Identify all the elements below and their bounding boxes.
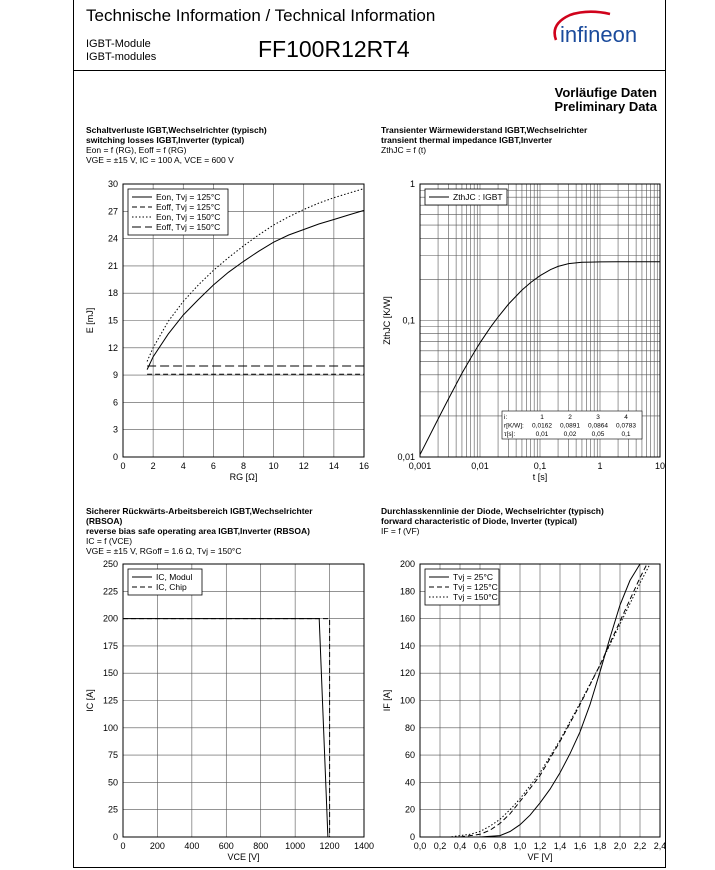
- y-tick-label: 27: [107, 206, 118, 217]
- x-axis-label: t [s]: [532, 472, 548, 482]
- chart4-title-de: Durchlasskennlinie der Diode, Wechselrichter (typisch): [381, 506, 604, 516]
- y-tick-label: 0,01: [397, 452, 415, 462]
- x-tick-label: 2,0: [613, 841, 627, 851]
- x-tick-label: 0: [120, 461, 126, 471]
- x-tick-label: 400: [184, 841, 200, 851]
- y-tick-label: 0: [112, 452, 118, 462]
- module-type-en: IGBT-modules: [86, 51, 157, 63]
- y-tick-label: 1: [409, 179, 415, 189]
- chart3-title-de: Sicherer Rückwärts-Arbeitsbereich IGBT,Wechselrichter: [86, 506, 313, 516]
- rc-table-header: r[K/W]:: [504, 422, 524, 430]
- x-tick-label: 1400: [353, 841, 375, 851]
- y-tick-label: 80: [404, 722, 415, 733]
- x-tick-label: 8: [240, 461, 247, 471]
- chart4-title-en: forward characteristic of Diode, Inverter (typical): [381, 516, 578, 526]
- y-tick-label: 40: [404, 777, 415, 788]
- legend-label: Eon, Tvj = 150°C: [156, 212, 221, 222]
- chart1-conditions: VGE = ±15 V, IC = 100 A, VCE = 600 V: [86, 155, 234, 165]
- rc-table: [502, 411, 642, 439]
- legend: [128, 189, 228, 235]
- document-title: Technische Information / Technical Information: [86, 6, 436, 25]
- y-tick-label: 125: [102, 695, 118, 706]
- x-tick-label: 1,4: [553, 841, 567, 851]
- y-tick-label: 100: [399, 695, 415, 706]
- legend: [425, 189, 507, 205]
- y-tick-label: 0,1: [402, 315, 415, 326]
- y-tick-label: 9: [112, 370, 118, 381]
- y-tick-label: 75: [107, 750, 118, 761]
- chart1-title-en: switching losses IGBT,Inverter (typical): [86, 135, 245, 145]
- rc-table-cell: 0,05: [591, 431, 605, 438]
- x-tick-label: 200: [149, 841, 165, 851]
- x-tick-label: 0,0: [413, 841, 427, 851]
- x-tick-label: 1200: [319, 841, 340, 851]
- rc-table-cell: 1: [540, 414, 544, 421]
- y-tick-label: 18: [107, 288, 118, 299]
- legend-label: Tvj = 25°C: [453, 572, 494, 582]
- y-axis-label: E [mJ]: [85, 307, 95, 334]
- rc-table-cell: 0,0783: [616, 422, 636, 430]
- x-axis-label: VF [V]: [527, 852, 553, 862]
- x-tick-label: 1,8: [593, 841, 607, 851]
- y-tick-label: 120: [399, 668, 415, 679]
- legend-label: IC, Chip: [156, 582, 187, 592]
- x-tick-label: 0,01: [471, 461, 489, 471]
- rc-table-header: i:: [504, 414, 508, 421]
- y-tick-label: 3: [112, 424, 118, 435]
- module-type-de: IGBT-Module: [86, 38, 151, 50]
- y-tick-label: 180: [399, 586, 415, 597]
- chart3-title-de2: (RBSOA): [86, 516, 123, 526]
- rc-table-cell: 0,0864: [588, 422, 608, 430]
- x-tick-label: 0,1: [533, 461, 547, 471]
- chart2-title-en: transient thermal impedance IGBT,Inverter: [381, 135, 552, 145]
- x-tick-label: 10: [654, 461, 666, 471]
- chart2-function: ZthJC = f (t): [381, 145, 427, 155]
- x-tick-label: 0,4: [453, 841, 467, 851]
- x-tick-label: 800: [253, 841, 269, 851]
- y-tick-label: 200: [399, 559, 415, 569]
- x-tick-label: 1,0: [513, 841, 527, 851]
- chart4-function: IF = f (VF): [381, 526, 420, 536]
- x-axis-label: RG [Ω]: [229, 472, 258, 482]
- y-tick-label: 160: [399, 613, 415, 624]
- y-tick-label: 24: [107, 233, 118, 244]
- y-tick-label: 60: [404, 750, 415, 761]
- x-tick-label: 2,4: [653, 841, 667, 851]
- rc-table-cell: 4: [624, 414, 628, 421]
- legend-label: Eoff, Tvj = 125°C: [156, 202, 221, 212]
- y-tick-label: 250: [102, 559, 118, 569]
- chart-1: [85, 179, 369, 482]
- x-tick-label: 2,2: [633, 841, 647, 851]
- y-tick-label: 140: [399, 640, 415, 651]
- x-tick-label: 0: [120, 841, 126, 851]
- y-tick-label: 25: [107, 804, 118, 815]
- chart-3: [85, 559, 374, 862]
- x-tick-label: 14: [328, 461, 339, 471]
- chart2-title-de: Transienter Wärmewiderstand IGBT,Wechselrichter: [381, 125, 588, 135]
- x-tick-label: 2: [150, 461, 156, 471]
- logo-text: infineon: [560, 22, 638, 47]
- y-tick-label: 200: [102, 613, 118, 624]
- chart1-function: Eon = f (RG), Eoff = f (RG): [86, 145, 187, 155]
- chart-4: [382, 559, 666, 862]
- chart3-function: IC = f (VCE): [86, 536, 133, 546]
- y-tick-label: 21: [107, 260, 118, 271]
- rc-table-cell: 0,01: [535, 431, 549, 438]
- x-tick-label: 0,2: [433, 841, 447, 851]
- chart3-conditions: VGE = ±15 V, RGoff = 1.6 Ω, Tvj = 150°C: [86, 546, 242, 556]
- y-tick-label: 0: [409, 832, 415, 842]
- y-tick-label: 175: [102, 640, 118, 651]
- y-tick-label: 225: [102, 586, 118, 597]
- rc-table-cell: 2: [568, 414, 572, 421]
- chart1-title-de: Schaltverluste IGBT,Wechselrichter (typisch): [86, 125, 267, 135]
- y-tick-label: 100: [102, 722, 118, 733]
- x-tick-label: 16: [358, 461, 370, 471]
- x-tick-label: 6: [210, 461, 216, 471]
- x-axis-label: VCE [V]: [227, 852, 260, 862]
- x-tick-label: 600: [218, 841, 234, 851]
- y-axis-label: IC [A]: [85, 689, 95, 712]
- rc-table-cell: 0,02: [563, 431, 577, 438]
- x-tick-label: 1,6: [573, 841, 587, 851]
- legend-label: Tvj = 125°C: [453, 582, 498, 592]
- legend-label: Eoff, Tvj = 150°C: [156, 222, 221, 232]
- chart3-title-en: reverse bias safe operating area IGBT,Inverter (RBSOA): [86, 526, 310, 536]
- y-tick-label: 50: [107, 777, 118, 788]
- rc-table-cell: 0,0891: [560, 422, 580, 430]
- prelim-en: Preliminary Data: [554, 99, 657, 114]
- x-tick-label: 1000: [285, 841, 306, 851]
- x-tick-label: 10: [268, 461, 279, 471]
- x-tick-label: 12: [298, 461, 309, 471]
- legend-label: IC, Modul: [156, 572, 193, 582]
- x-tick-label: 1,2: [533, 841, 547, 851]
- x-tick-label: 1: [597, 461, 603, 471]
- y-tick-label: 12: [107, 342, 118, 353]
- y-axis-label: IF [A]: [382, 689, 392, 712]
- y-tick-label: 6: [112, 397, 118, 408]
- x-tick-label: 0,001: [408, 461, 432, 471]
- legend: [128, 569, 202, 595]
- prelim-de: Vorläufige Daten: [554, 85, 657, 100]
- x-tick-label: 0,8: [493, 841, 507, 851]
- y-tick-label: 30: [107, 179, 118, 189]
- legend-label: Tvj = 150°C: [453, 592, 498, 602]
- chart-2: [382, 179, 665, 482]
- y-tick-label: 20: [404, 804, 415, 815]
- y-axis-label: ZthJC [K/W]: [382, 296, 392, 345]
- rc-table-header: τ[s]:: [504, 431, 516, 438]
- legend-label: ZthJC : IGBT: [453, 192, 503, 202]
- x-tick-label: 0,6: [473, 841, 487, 851]
- y-tick-label: 15: [107, 315, 118, 326]
- y-tick-label: 0: [112, 832, 118, 842]
- rc-table-cell: 0,1: [621, 431, 631, 438]
- legend-label: Eon, Tvj = 125°C: [156, 192, 221, 202]
- rc-table-cell: 0,0162: [532, 422, 552, 430]
- x-tick-label: 4: [180, 461, 186, 471]
- part-number: FF100R12RT4: [258, 36, 410, 62]
- legend: [425, 569, 499, 605]
- rc-table-cell: 3: [596, 414, 600, 421]
- y-tick-label: 150: [102, 668, 118, 679]
